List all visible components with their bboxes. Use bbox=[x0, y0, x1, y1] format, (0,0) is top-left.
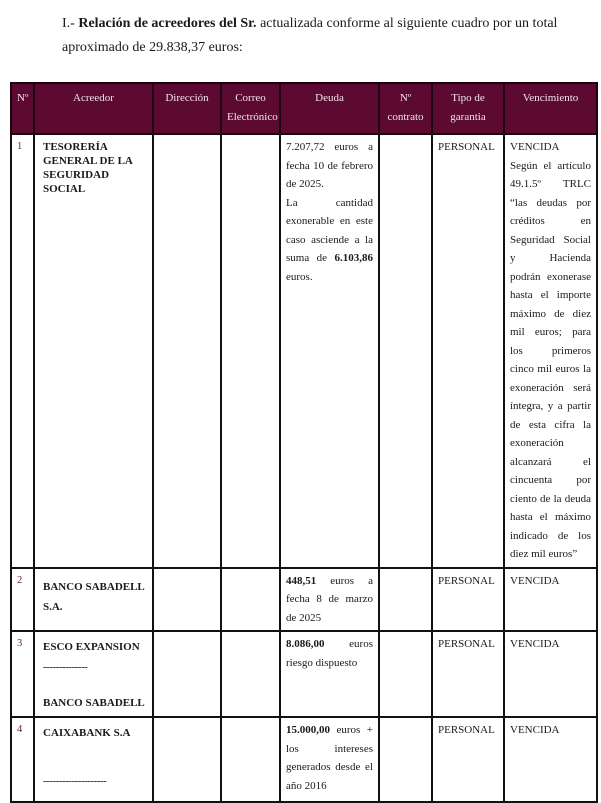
debt-text: euros a fecha 8 de marzo de 2025 bbox=[286, 574, 373, 624]
contract-cell bbox=[379, 631, 432, 717]
intro-prefix: I.- bbox=[62, 16, 79, 31]
creditor-name-secondary: BANCO SABADELL bbox=[43, 697, 145, 709]
creditor-name: BANCO SABADELL S.A. bbox=[34, 568, 153, 632]
guarantee-cell: PERSONAL bbox=[432, 717, 504, 802]
due-status: VENCIDA bbox=[510, 141, 560, 153]
debt-amount-text: 7.207,72 euros a fecha 10 de febrero de 2025. bbox=[286, 141, 373, 190]
due-cell bbox=[504, 134, 597, 568]
debt-cell bbox=[280, 134, 379, 568]
creditor-name: TESORERÍA GENERAL DE LA SEGURIDAD SOCIAL bbox=[34, 134, 153, 568]
row-number: 2 bbox=[11, 568, 34, 632]
creditor-separator: -------------------- bbox=[43, 775, 107, 787]
address-cell bbox=[153, 717, 221, 802]
col-header-deuda: Deuda bbox=[280, 83, 379, 134]
address-cell bbox=[153, 134, 221, 568]
due-status: VENCIDA bbox=[504, 568, 597, 632]
creditors-table bbox=[10, 82, 598, 803]
row-number: 3 bbox=[11, 631, 34, 717]
email-cell bbox=[221, 568, 280, 632]
debt-cell bbox=[280, 568, 379, 632]
intro-text: actualizada conforme al siguiente cuadro por un total aproximado de 29.838,37 euros: bbox=[62, 16, 558, 55]
intro-bold-title: Relación de acreedores del Sr. bbox=[78, 16, 257, 31]
email-cell bbox=[221, 134, 280, 568]
debt-cell bbox=[280, 717, 379, 802]
debt-text: euros + los intereses generados desde el año 2016 bbox=[286, 724, 373, 792]
creditor-name-cell bbox=[34, 631, 153, 717]
debt-exonerable-text bbox=[286, 194, 373, 287]
address-cell bbox=[153, 568, 221, 632]
col-header-acreedor: Acreedor bbox=[34, 83, 153, 134]
col-header-num: Nº bbox=[11, 83, 34, 134]
email-cell bbox=[221, 717, 280, 802]
debt-exonerable-prefix: La cantidad exonerable en este caso asciende a la suma de bbox=[286, 196, 373, 264]
col-header-direccion: Dirección bbox=[153, 83, 221, 134]
table-header-row bbox=[11, 83, 597, 134]
col-header-garantia: Tipo de garantia bbox=[432, 83, 504, 134]
debt-cell bbox=[280, 631, 379, 717]
contract-cell bbox=[379, 134, 432, 568]
due-status: VENCIDA bbox=[504, 631, 597, 717]
creditor-name: CAIXABANK S.A bbox=[43, 727, 131, 739]
col-header-vencimiento: Vencimiento bbox=[504, 83, 597, 134]
debt-exonerable-amount: 6.103,86 bbox=[334, 252, 373, 264]
creditor-name-cell bbox=[34, 717, 153, 802]
debt-exonerable-suffix: euros. bbox=[286, 270, 313, 283]
guarantee-cell: PERSONAL bbox=[432, 568, 504, 632]
creditor-name: ESCO EXPANSION bbox=[43, 641, 140, 653]
debt-amount: 448,51 bbox=[286, 574, 317, 587]
email-cell bbox=[221, 631, 280, 717]
due-status: VENCIDA bbox=[504, 717, 597, 802]
debt-amount: 15.000,00 bbox=[286, 724, 330, 736]
contract-cell bbox=[379, 568, 432, 632]
row-number: 1 bbox=[11, 134, 34, 568]
table-row bbox=[11, 631, 597, 717]
creditor-separator: -------------- bbox=[43, 661, 88, 673]
address-cell bbox=[153, 631, 221, 717]
due-legal-note: Según el artículo 49.1.5º TRLC “las deudas por créditos en Seguridad Social y Hacienda podrán exonerase hasta el importe máximo de diez mil euros; para los primeros cinco mil euros la exoneración será íntegra, y a partir de esta cifra la exoneración alcanzará el cincuenta por ciento de la deuda hasta el máximo indicado de los diez mil euros” bbox=[510, 159, 591, 560]
debt-amount: 8.086,00 bbox=[286, 638, 325, 650]
debt-text: euros riesgo dispuesto bbox=[286, 638, 373, 669]
col-header-correo: Correo Electrónico bbox=[221, 83, 280, 134]
contract-cell bbox=[379, 717, 432, 802]
table-row bbox=[11, 134, 597, 568]
intro-paragraph bbox=[62, 12, 562, 60]
col-header-contrato: Nº contrato bbox=[379, 83, 432, 134]
row-number: 4 bbox=[11, 717, 34, 802]
guarantee-cell: PERSONAL bbox=[432, 631, 504, 717]
table-row bbox=[11, 568, 597, 632]
table-row bbox=[11, 717, 597, 802]
guarantee-cell: PERSONAL bbox=[432, 134, 504, 568]
